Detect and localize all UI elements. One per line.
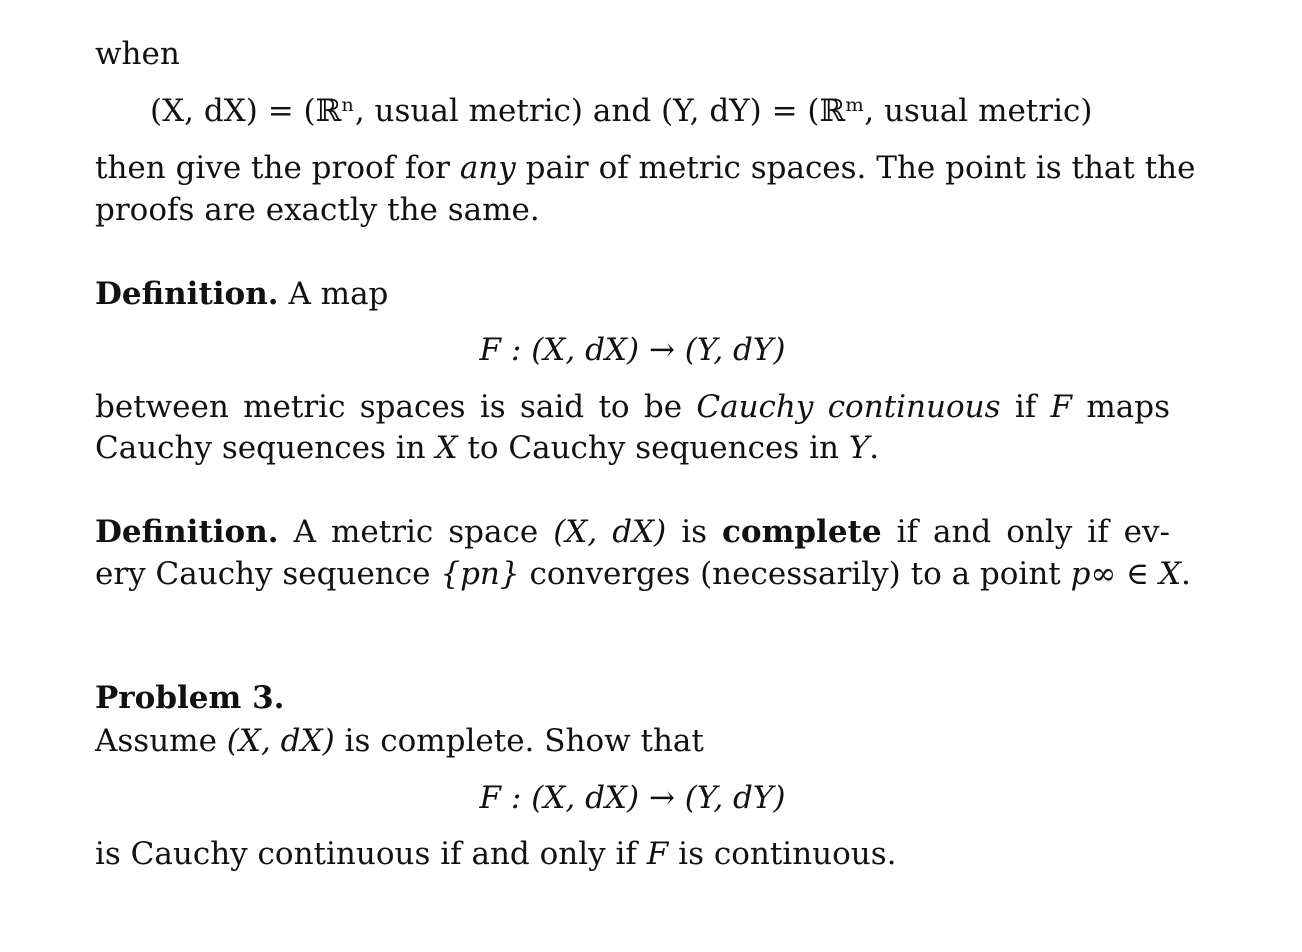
problem-3-heading: Problem 3. bbox=[95, 680, 285, 716]
definition-1-body-line-2 bbox=[95, 430, 879, 466]
problem-3-line-1-prefix: Assume bbox=[95, 723, 217, 759]
definition-1-var-x: X bbox=[435, 430, 458, 466]
display-right-formula: (Y, dY) = (ℝᵐ, usual metric) bbox=[661, 93, 1093, 129]
intro-line-1 bbox=[95, 150, 1196, 186]
definition-2-point: p∞ ∈ X bbox=[1070, 556, 1182, 592]
definition-2-line-2-prefix: ery Cauchy sequence bbox=[95, 556, 431, 592]
problem-3-line-2 bbox=[95, 836, 897, 872]
definition-2-line-2-middle: converges (necessarily) to a point bbox=[529, 556, 1061, 592]
problem-3-formula: F : (X, dX) → (Y, dY) bbox=[479, 780, 786, 816]
definition-1-display-formula bbox=[95, 332, 1170, 368]
definition-1-if: if bbox=[1014, 389, 1037, 425]
definition-1-heading-line bbox=[95, 276, 388, 312]
problem-3-line-1 bbox=[95, 723, 704, 759]
problem-3-line-2-prefix: is Cauchy continuous if and only if bbox=[95, 836, 637, 872]
problem-3-line-2-suffix: is continuous. bbox=[678, 836, 897, 872]
definition-1-body-line-2-prefix: Cauchy sequences in bbox=[95, 430, 426, 466]
display-metric-spaces bbox=[150, 93, 1092, 129]
problem-3-heading-line bbox=[95, 680, 284, 716]
definition-1-period: . bbox=[869, 430, 880, 466]
definition-1-var-f: F bbox=[1050, 389, 1073, 425]
when-line bbox=[95, 36, 180, 72]
intro-line-1-prefix: then give the proof for bbox=[95, 150, 450, 186]
definition-1-body-line-1-prefix: between metric spaces is said to be bbox=[95, 389, 683, 425]
definition-2-line-1-suffix: if and only if ev- bbox=[896, 514, 1171, 550]
definition-2-term: complete bbox=[722, 514, 882, 550]
display-left-formula: (X, dX) = (ℝⁿ, usual metric) bbox=[150, 93, 584, 129]
definition-2-line-1 bbox=[95, 514, 1170, 550]
definition-2-space: (X, dX) bbox=[553, 514, 667, 550]
display-connector: and bbox=[592, 93, 652, 129]
when-label: when bbox=[95, 36, 180, 72]
definition-1-body-line-1-suffix: maps bbox=[1086, 389, 1171, 425]
definition-2-is: is bbox=[681, 514, 708, 550]
definition-2-heading: Definition. bbox=[95, 514, 279, 550]
intro-line-1-emphasis: any bbox=[459, 150, 516, 186]
document-page bbox=[95, 0, 1196, 952]
definition-1-formula: F : (X, dX) → (Y, dY) bbox=[479, 332, 786, 368]
problem-3-space: (X, dX) bbox=[226, 723, 335, 759]
definition-1-body-line-1 bbox=[95, 389, 1170, 425]
definition-1-body-line-2-middle: to Cauchy sequences in bbox=[467, 430, 839, 466]
definition-2-sequence: {pn} bbox=[440, 556, 520, 592]
problem-3-var-f: F bbox=[646, 836, 669, 872]
problem-3-line-1-suffix: is complete. Show that bbox=[344, 723, 704, 759]
definition-1-heading: Definition. bbox=[95, 276, 279, 312]
intro-line-2 bbox=[95, 192, 540, 228]
definition-1-term: Cauchy continuous bbox=[696, 389, 1001, 425]
intro-line-2-text: proofs are exactly the same. bbox=[95, 192, 540, 228]
intro-line-1-suffix: pair of metric spaces. The point is that the bbox=[525, 150, 1196, 186]
definition-1-var-y: Y bbox=[848, 430, 870, 466]
definition-2-period: . bbox=[1181, 556, 1191, 592]
definition-1-intro: A map bbox=[288, 276, 389, 312]
definition-2-line-1-prefix: A metric space bbox=[293, 514, 539, 550]
problem-3-display-formula bbox=[95, 780, 1170, 816]
definition-2-line-2 bbox=[95, 556, 1191, 592]
